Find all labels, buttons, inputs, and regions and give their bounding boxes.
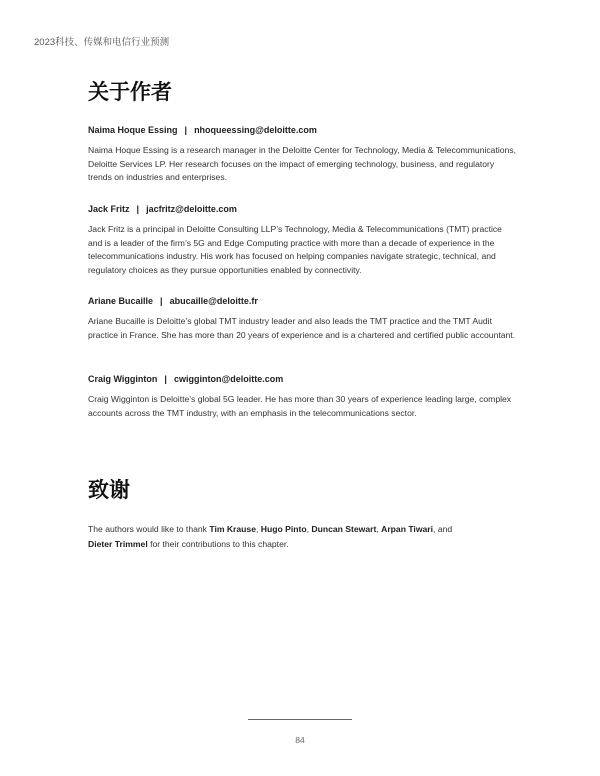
author-heading: [88, 295, 518, 307]
author-bio: Ariane Bucaille is Deloitte’s global TMT industry leader and also leads the TMT practice and the TMT Audit practice in France. She has more than 20 years of experience and is a chartered and certified public accountant.: [88, 316, 516, 340]
heading-separator: |: [136, 204, 140, 214]
ack-separator: , and: [433, 524, 453, 534]
author-heading: [88, 203, 518, 215]
author-name: Craig Wigginton: [88, 374, 158, 384]
ack-outro: for their contributions to this chapter.: [147, 538, 289, 549]
heading-separator: |: [164, 374, 167, 384]
ack-name: Arpan Tiwari: [381, 524, 434, 534]
ack-separator: ,: [306, 524, 312, 534]
about-authors-title: 关于作者: [88, 81, 172, 104]
acknowledgments-text: [88, 522, 518, 551]
ack-name: Tim Krause: [209, 524, 256, 534]
author-email[interactable]: cwigginton@deloitte.com: [173, 374, 284, 384]
page-number: 84: [295, 735, 305, 745]
running-header: 2023科技、传媒和电信行业预测: [34, 37, 170, 48]
author-email[interactable]: jacfritz@deloitte.com: [146, 204, 237, 214]
ack-intro: The authors would like to thank: [88, 524, 210, 534]
author-bio: Jack Fritz is a principal in Deloitte Consulting LLP’s Technology, Media & Telecommunications (TMT) practice and is a leader of the firm’s 5G and Edge Computing practice with more than a decade of experience in the telecommunications industry. His work has focused on helping companies navigate strategic, technical, and regulatory choices as they pursue opportunities enabled by connectivity.: [88, 224, 502, 275]
author-bio: Craig Wigginton is Deloitte’s global 5G leader. He has more than 30 years of experience leading large, complex accounts across the TMT industry, with an emphasis in the telecommunications sector.: [88, 394, 512, 418]
acknowledgments-title: 致谢: [88, 479, 130, 502]
author-bio: Naima Hoque Essing is a research manager in the Deloitte Center for Technology, Media & Telecommunications, Deloitte Services LP. Her research focuses on the impact of emerging technology, business, and regulatory trends on industries and enterprises.: [88, 145, 516, 183]
ack-name: Dieter Trimmel: [88, 538, 148, 549]
author-heading: [88, 124, 518, 136]
author-name: Naima Hoque Essing: [88, 125, 178, 135]
ack-name: Duncan Stewart: [311, 524, 377, 534]
author-block: [88, 373, 518, 420]
ack-name: Hugo Pinto: [260, 524, 307, 534]
author-heading: [88, 373, 518, 385]
author-name: Jack Fritz: [88, 204, 130, 214]
footer-divider: [248, 719, 352, 720]
author-email[interactable]: nhoqueessing@deloitte.com: [194, 125, 317, 135]
author-block: [88, 124, 518, 185]
author-block: [88, 295, 518, 342]
ack-separator: ,: [376, 524, 382, 534]
heading-separator: |: [184, 125, 188, 135]
author-block: [88, 203, 518, 277]
author-name: Ariane Bucaille: [88, 296, 154, 306]
ack-separator: ,: [256, 524, 261, 534]
author-email[interactable]: abucaille@deloitte.fr: [169, 296, 258, 306]
heading-separator: |: [160, 296, 163, 306]
